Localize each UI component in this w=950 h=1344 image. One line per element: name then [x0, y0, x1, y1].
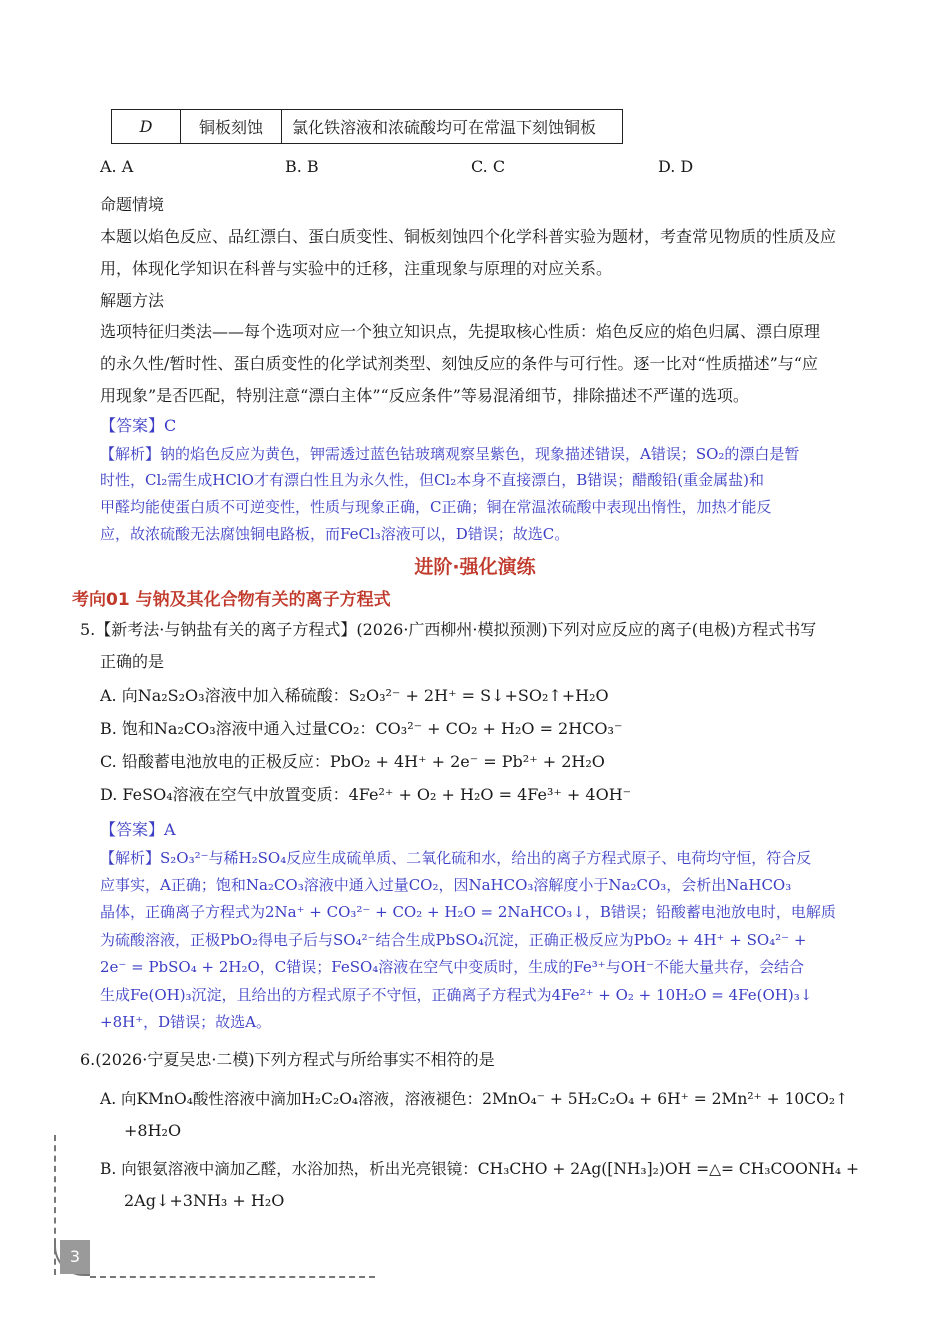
q5-analysis-line: +8H⁺，D错误；故选A。	[100, 1013, 271, 1031]
method-line: 选项特征归类法——每个选项对应一个独立知识点，先提取核心性质：焰色反应的焰色归属、漂白原理	[100, 322, 821, 341]
method-line: 用现象”是否匹配，特别注意“漂白主体”“反应条件”等易混淆细节，排除描述不严谨的选项。	[100, 386, 749, 405]
page-number: 3	[60, 1240, 90, 1274]
q5-option-a[interactable]: A. 向Na₂S₂O₃溶液中加入稀硫酸：S₂O₃²⁻ + 2H⁺ = S↓+SO₂↑+H₂O	[100, 686, 609, 705]
q5-analysis-line: 应事实，A正确；饱和Na₂CO₃溶液中通入过量CO₂，因NaHCO₃溶解度小于Na₂CO₃，会析出NaHCO₃	[100, 876, 792, 894]
q4-analysis-line: 【解析】钠的焰色反应为黄色，钾需透过蓝色钴玻璃观察呈紫色，现象描述错误，A错误；SO₂的漂白是暂	[100, 445, 800, 463]
q4-analysis-line: 甲醛均能使蛋白质不可逆变性，性质与现象正确，C正确；铜在常温浓硫酸中表现出惰性，加热才能反	[100, 498, 772, 516]
q5-option-d[interactable]: D. FeSO₄溶液在空气中放置变质：4Fe²⁺ + O₂ + H₂O = 4Fe³⁺ + 4OH⁻	[100, 785, 632, 804]
q6-option-a-cont: +8H₂O	[124, 1121, 182, 1140]
q5-analysis-line: 生成Fe(OH)₃沉淀，且给出的方程式原子不守恒，正确离子方程式为4Fe²⁺ + O₂ + 10H₂O = 4Fe(OH)₃↓	[100, 986, 813, 1004]
method-line: 的永久性/暂时性、蛋白质变性的化学试剂类型、刻蚀反应的条件与可行性。逐一比对“性质描述”与“应	[100, 354, 818, 373]
q6-option-b-cont: 2Ag↓+3NH₃ + H₂O	[124, 1191, 285, 1210]
q5-option-c[interactable]: C. 铅酸蓄电池放电的正极反应：PbO₂ + 4H⁺ + 2e⁻ = Pb²⁺ + 2H₂O	[100, 752, 605, 771]
scenario-heading: 命题情境	[100, 195, 165, 214]
scenario-line: 本题以焰色反应、品红漂白、蛋白质变性、铜板刻蚀四个化学科普实验为题材，考查常见物质的性质及应	[100, 227, 837, 246]
method-heading: 解题方法	[100, 291, 165, 310]
q5-analysis-line: 晶体，正确离子方程式为2Na⁺ + CO₃²⁻ + CO₂ + H₂O = 2NaHCO₃↓，B错误；铅酸蓄电池放电时，电解质	[100, 903, 836, 921]
q5-analysis-line: 2e⁻ = PbSO₄ + 2H₂O，C错误；FeSO₄溶液在空气中变质时，生成的Fe³⁺与OH⁻不能大量共存，会结合	[100, 958, 804, 976]
table-row	[112, 110, 623, 144]
scenario-line: 用，体现化学知识在科普与实验中的迁移，注重现象与原理的对应关系。	[100, 259, 613, 278]
table-cell-option: D	[112, 110, 181, 144]
q6-option-a[interactable]: A. 向KMnO₄酸性溶液中滴加H₂C₂O₄溶液，溶液褪色：2MnO₄⁻ + 5H₂C₂O₄ + 6H⁺ = 2Mn²⁺ + 10CO₂↑	[100, 1090, 849, 1108]
q4-option-a[interactable]: A. A	[100, 157, 134, 176]
option-table	[111, 109, 623, 144]
q5-stem-line: 5.【新考法·与钠盐有关的离子方程式】(2026·广西柳州·模拟预测)下列对应反应的离子(电极)方程式书写	[80, 620, 817, 639]
q4-analysis-line: 应，故浓硫酸无法腐蚀铜电路板，而FeCl₃溶液可以，D错误；故选C。	[100, 525, 570, 543]
subsection-title: 考向01 与钠及其化合物有关的离子方程式	[72, 590, 391, 610]
q5-option-b[interactable]: B. 饱和Na₂CO₃溶液中通入过量CO₂：CO₃²⁻ + CO₂ + H₂O = 2HCO₃⁻	[100, 719, 623, 738]
q6-stem: 6.(2026·宁夏吴忠·二模)下列方程式与所给事实不相符的是	[80, 1050, 495, 1069]
q5-analysis-line: 【解析】S₂O₃²⁻与稀H₂SO₄反应生成硫单质、二氧化硫和水，给出的离子方程式原子、电荷均守恒，符合反	[100, 849, 812, 867]
q5-stem-line: 正确的是	[100, 652, 165, 671]
q4-option-b[interactable]: B. B	[285, 157, 319, 176]
table-cell-experiment: 铜板刻蚀	[181, 110, 282, 144]
q4-answer: 【答案】C	[100, 416, 177, 435]
q5-analysis-line: 为硫酸溶液，正极PbO₂得电子后与SO₄²⁻结合生成PbSO₄沉淀，正确正极反应为PbO₂ + 4H⁺ + SO₄²⁻ +	[100, 931, 807, 949]
q5-answer: 【答案】A	[100, 820, 176, 839]
q4-option-c[interactable]: C. C	[471, 157, 506, 176]
section-title: 进阶·强化演练	[414, 556, 536, 578]
table-cell-description: 氯化铁溶液和浓硫酸均可在常温下刻蚀铜板	[282, 110, 623, 144]
q6-option-b[interactable]: B. 向银氨溶液中滴加乙醛，水浴加热，析出光亮银镜：CH₃CHO + 2Ag([NH₃]₂)OH =△= CH₃COONH₄ +	[100, 1160, 859, 1178]
q4-option-d[interactable]: D. D	[658, 157, 694, 176]
q4-analysis-line: 时性，Cl₂需生成HClO才有漂白性且为永久性，但Cl₂本身不直接漂白，B错误；醋酸铅(重金属盐)和	[100, 471, 764, 489]
page-border-horizontal	[90, 1276, 375, 1278]
